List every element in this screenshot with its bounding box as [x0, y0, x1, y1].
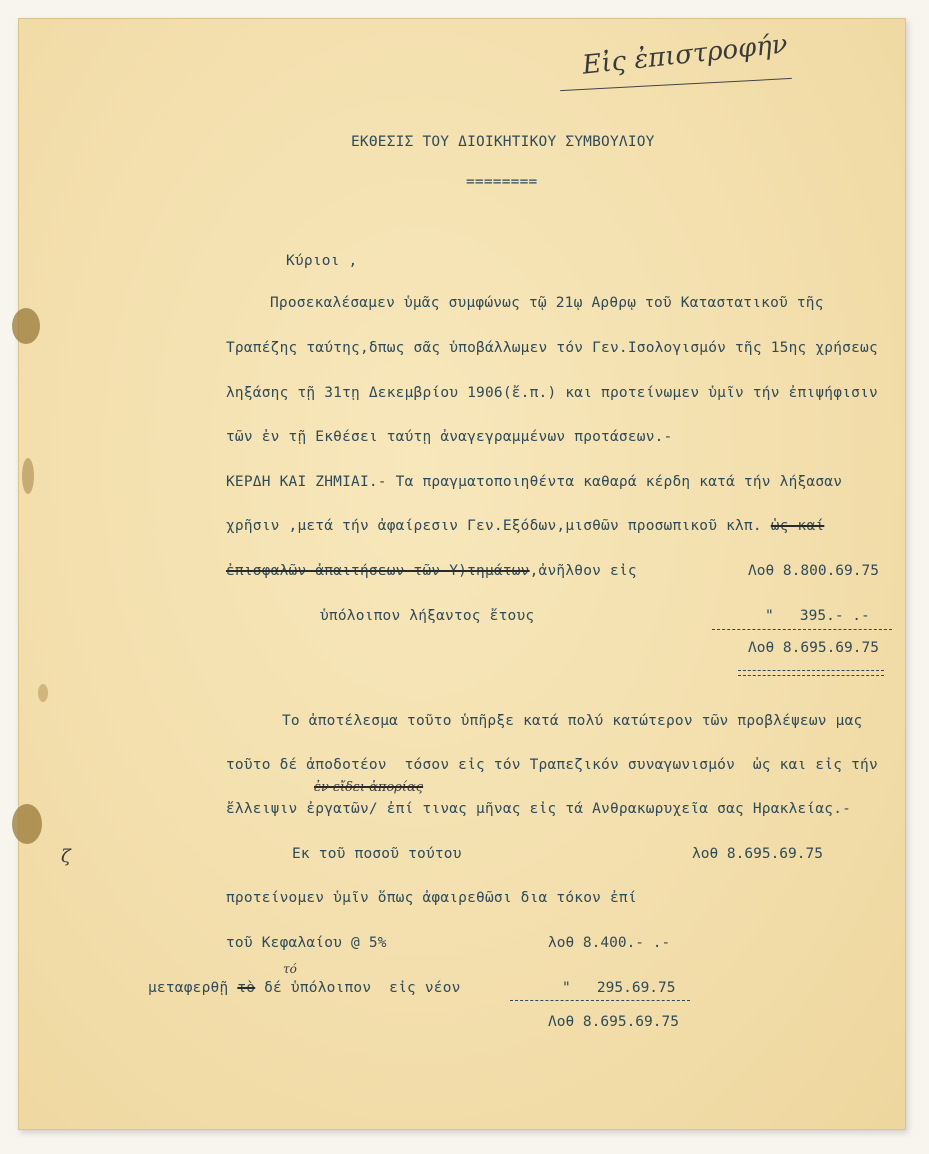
- para2-line2: τοῦτο δέ ἀποδοτέον τόσον εἰς τόν Τραπεζικόν συναγωνισμόν ὡς και εἰς τήν: [226, 757, 878, 773]
- amount-total-profit: Λοθ 8.800.69.75: [748, 563, 879, 579]
- stain: [12, 308, 40, 344]
- handwritten-insert: τό: [283, 962, 297, 976]
- para1-line3: ληξάσης τῇ 31τῃ Δεκεμβρίου 1906(ἔ.π.) και προτείνωμεν ὑμῖν τήν ἐπιψήφισιν: [226, 385, 878, 401]
- para2-line3: ἔλλειψιν ἐργατῶν/ ἐπί τινας μῆνας εἰς τά Ανθρακωρυχεῖα σας Ηρακλείας.-: [226, 801, 852, 817]
- handwritten-note: Εἰς ἐπιστροφήν: [580, 29, 789, 81]
- title-rule: ========: [466, 174, 538, 190]
- para1-line1: Προσεκαλέσαμεν ὑμᾶς συμφώνως τῷ 21ῳ Αρθρῳ τοῦ Καταστατικοῦ τῆς: [270, 295, 824, 311]
- para3-line4-post: δέ ὑπόλοιπον εἰς νέον: [255, 980, 461, 996]
- para3-line4-pre: μεταφερθῇ: [148, 980, 238, 996]
- section-line2-text: χρῆσιν ,μετά τήν ἀφαίρεσιν Γεν.Εξόδων,μισθῶν προσωπικοῦ κλπ.: [226, 518, 762, 534]
- amount-section-total: Λοθ 8.695.69.75: [748, 640, 879, 656]
- stain: [22, 458, 34, 494]
- para3-line2: προτείνομεν ὑμῖν ὅπως ἀφαιρεθῶσι δια τόκον ἐπί: [226, 890, 637, 906]
- margin-mark: ζ: [61, 846, 71, 867]
- handwritten-insert: ἐν εἴδει ἀπορίας: [314, 780, 424, 795]
- struck-text: ὡς καί: [770, 518, 825, 534]
- section-line1: ΚΕΡΔΗ ΚΑΙ ΖΗΜΙΑΙ.- Τα πραγματοποιηθέντα καθαρά κέρδη κατά τήν λήξασαν: [226, 474, 843, 490]
- para2-line1: Το ἀποτέλεσμα τοῦτο ὑπῆρξε κατά πολύ κατώτερον τῶν προβλέψεων μας: [282, 713, 863, 729]
- section-line3: [226, 563, 637, 579]
- para3-line4: [148, 980, 461, 996]
- stain: [38, 684, 48, 702]
- amount-allocation-total: Λοθ 8.695.69.75: [548, 1014, 679, 1030]
- double-rule: [738, 670, 884, 676]
- stain: [12, 804, 42, 844]
- amount-interest: λοθ 8.400.- .-: [548, 935, 671, 951]
- page-title: ΕΚΘΕΣΙΣ ΤΟΥ ΔΙΟΙΚΗΤΙΚΟΥ ΣΥΜΒΟΥΛΙΟΥ: [351, 134, 655, 150]
- section-line4: ὑπόλοιπον λήξαντος ἔτους: [320, 608, 535, 624]
- para1-line4: τῶν ἐν τῇ Εκθέσει ταύτῃ ἀναγεγραμμένων προτάσεων.-: [226, 429, 673, 445]
- struck-text: ἐπισφαλῶν ἀπαιτήσεων τῶν Υ)τημάτων: [226, 563, 530, 579]
- salutation: Κύριοι ,: [286, 253, 358, 269]
- sum-rule: [712, 629, 892, 630]
- para1-line2: Τραπέζης ταύτης,δπως σᾶς ὑποβάλλωμεν τόν Γεν.Ισολογισμόν τῆς 15ης χρήσεως: [226, 340, 878, 356]
- para3-line3: τοῦ Κεφαλαίου @ 5%: [226, 935, 387, 951]
- struck-text: τὸ: [237, 980, 256, 996]
- amount-available: λοθ 8.695.69.75: [692, 846, 823, 862]
- section-line3-text: ,ἀνῆλθον εἰς: [529, 563, 637, 579]
- amount-previous-balance: " 395.- .-: [765, 608, 870, 624]
- amount-carried-forward: " 295.69.75: [562, 980, 676, 996]
- para3-line1: Εκ τοῦ ποσοῦ τούτου: [292, 846, 462, 862]
- section-line2: [226, 518, 824, 534]
- sum-rule: [510, 1000, 690, 1001]
